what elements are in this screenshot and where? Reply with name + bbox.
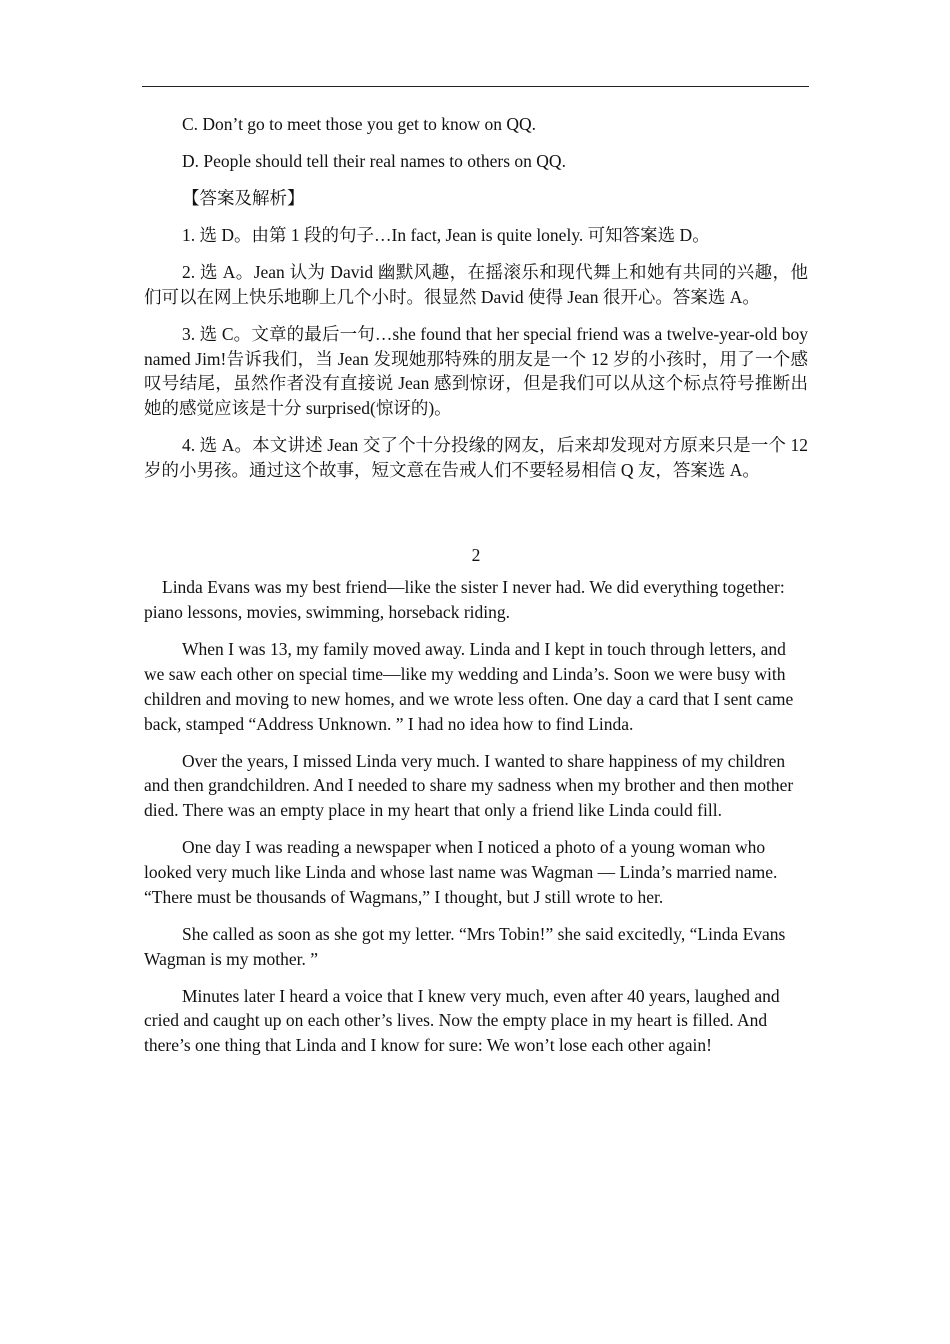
passage-number: 2 (471, 544, 481, 565)
passage-paragraph: Minutes later I heard a voice that I knew very much, even after 40 years, laughed and cried and caught up on each other’s lives. Now the empty place in my heart is filled. And there’s one thing that Linda and I know for sure: We won’t lose each other again! (144, 985, 780, 1056)
option-d: D. People should tell their real names to others on QQ. (182, 150, 566, 171)
passage-paragraph: When I was 13, my family moved away. Linda and I kept in touch through letters, and we saw each other on special time—like my wedding and Linda’s. Soon we were busy with children and moving to new homes, and we wrote less often. One day a card that I sent came back, stamped “Address Unknown. ” I had no idea how to find Linda. (144, 639, 794, 734)
answer-header: 【答案及解析】 (182, 187, 305, 208)
passage-paragraph: Over the years, I missed Linda very much. I wanted to share happiness of my children and then grandchildren. And I needed to share my sadness when my brother and then mother died. There was an empty place in my heart that only a friend like Linda could fill. (144, 750, 794, 821)
answer-2: 2. 选 A。Jean 认为 David 幽默风趣，在摇滚乐和现代舞上和她有共同的兴趣，他们可以在网上快乐地聊上几个小时。很显然 David 使得 Jean 很开心。答案选 A。 (144, 261, 808, 307)
passage-paragraph: She called as soon as she got my letter. “Mrs Tobin!” she said excitedly, “Linda Evans Wagman is my mother. ” (144, 923, 786, 969)
passage-paragraph: One day I was reading a newspaper when I noticed a photo of a young woman who looked very much like Linda and whose last name was Wagman — Linda’s married name. “There must be thousands of Wagmans,” I thought, but J still wrote to her. (144, 837, 778, 907)
passage-paragraph: Linda Evans was my best friend—like the sister I never had. We did everything together: piano lessons, movies, swimming, horseback riding. (144, 577, 785, 623)
document-body (144, 112, 808, 1058)
answer-1: 1. 选 D。由第 1 段的句子…In fact, Jean is quite lonely. 可知答案选 D。 (182, 224, 710, 245)
answer-4: 4. 选 A。本文讲述 Jean 交了个十分投缘的网友，后来却发现对方原来只是一个 12 岁的小男孩。通过这个故事，短文意在告戒人们不要轻易相信 Q 友，答案选 A。 (144, 435, 808, 480)
option-c: C. Don’t go to meet those you get to know on QQ. (182, 114, 537, 134)
header-rule (142, 86, 809, 87)
answer-3: 3. 选 C。文章的最后一句…she found that her special friend was a twelve-year-old boy named Jim!告诉我们，当 Jean 发现她那特殊的朋友是一个 12 岁的小孩时，用了一个感叹号结尾，虽然作者没有直接说 Jean 感到惊讶，但是我们可以从这个标点符号推断出她的感觉应该是十分 surprised(惊讶的)。 (144, 323, 808, 419)
